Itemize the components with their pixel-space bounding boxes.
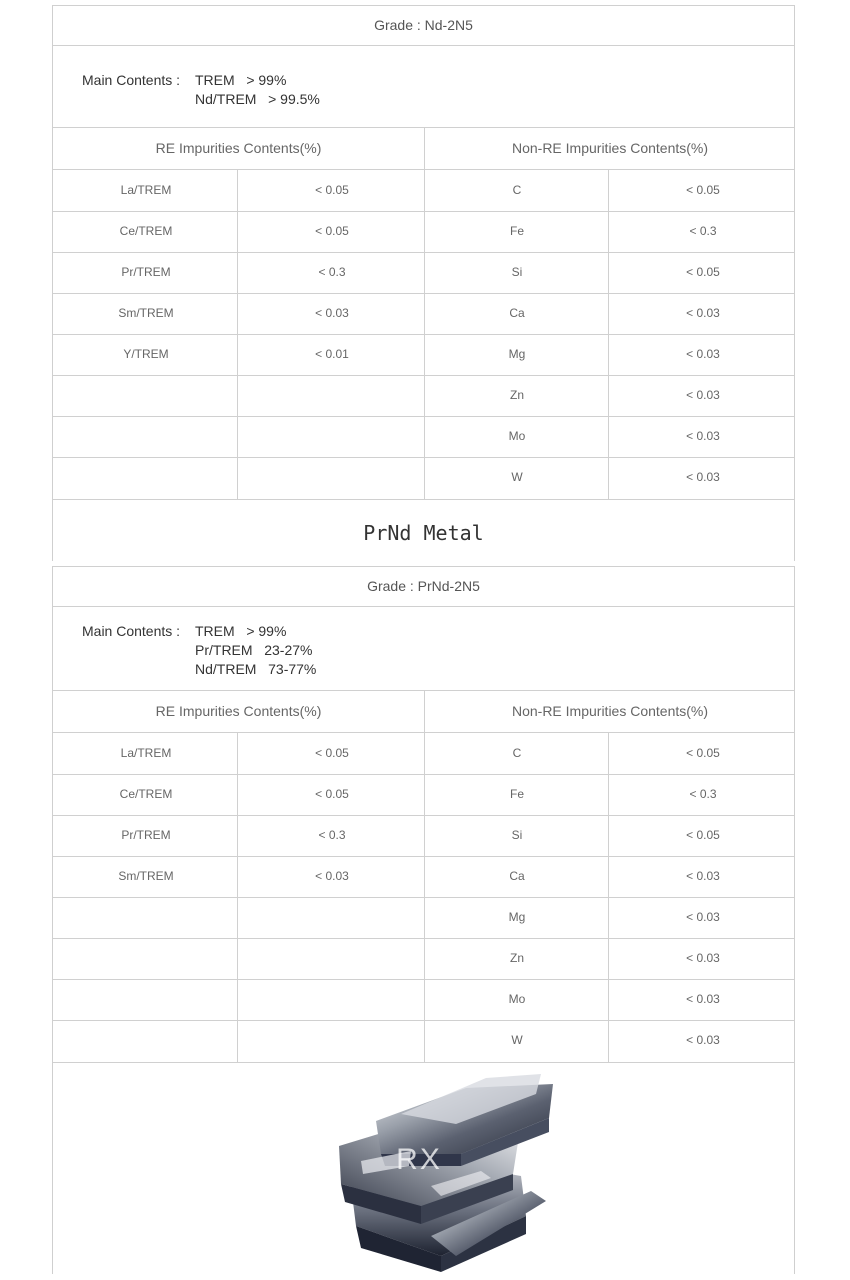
main-contents-line: Nd/TREM > 99.5%: [195, 91, 320, 107]
re-impurity-name: La/TREM: [120, 746, 172, 760]
re-impurity-name: [53, 897, 239, 938]
re-impurity-value: < 0.05: [315, 746, 349, 760]
re-impurity-name: [53, 1020, 239, 1061]
nonre-impurity-name: Fe: [509, 224, 524, 238]
main-contents: [53, 618, 794, 690]
prnd-spec-table: [52, 566, 795, 1274]
nonre-impurity-name: W: [511, 470, 523, 484]
nonre-impurity-value: < 0.05: [686, 183, 720, 197]
re-impurity-value: [239, 897, 425, 938]
nonre-impurity-value: < 0.03: [686, 1033, 720, 1047]
re-impurity-value: < 0.01: [315, 347, 349, 361]
grade-row: [53, 5, 794, 45]
re-impurity-value: < 0.03: [315, 869, 349, 883]
nonre-impurity-value: < 0.03: [686, 306, 720, 320]
nonre-impurity-value: < 0.03: [686, 992, 720, 1006]
re-impurity-value: < 0.3: [318, 265, 346, 279]
re-impurity-name: Sm/TREM: [118, 869, 174, 883]
nonre-impurity-name: C: [512, 746, 522, 760]
nonre-impurity-value: < 0.05: [686, 265, 720, 279]
nonre-impurity-name: Mo: [508, 429, 526, 443]
nonre-impurities-header: Non-RE Impurities Contents(%): [511, 703, 709, 719]
re-impurity-value: < 0.3: [318, 828, 346, 842]
nonre-impurity-name: Si: [511, 828, 523, 842]
re-impurity-value: < 0.05: [315, 787, 349, 801]
nonre-impurity-value: < 0.3: [689, 224, 717, 238]
grade-label: Grade : Nd-2N5: [374, 17, 473, 33]
re-impurity-value: [239, 979, 425, 1020]
nonre-impurity-name: Zn: [509, 951, 524, 965]
main-contents-line: Nd/TREM 73-77%: [195, 661, 317, 677]
re-impurity-value: < 0.05: [315, 224, 349, 238]
section-title: PrNd Metal: [363, 521, 484, 545]
re-impurity-name: [53, 416, 239, 457]
re-impurity-name: Ce/TREM: [119, 224, 173, 238]
product-image: [281, 1066, 571, 1272]
re-impurity-name: [53, 979, 239, 1020]
re-impurity-name: Y/TREM: [123, 347, 169, 361]
nonre-impurity-value: < 0.3: [689, 787, 717, 801]
nonre-impurity-name: Ca: [509, 869, 525, 883]
re-impurity-value: [239, 375, 425, 416]
nonre-impurity-value: < 0.03: [686, 951, 720, 965]
re-impurity-name: Sm/TREM: [118, 306, 174, 320]
re-impurity-value: [239, 416, 425, 457]
nonre-impurity-value: < 0.03: [686, 470, 720, 484]
nonre-impurity-value: < 0.05: [686, 828, 720, 842]
nonre-impurity-name: Mg: [508, 347, 526, 361]
nonre-impurity-name: Fe: [509, 787, 524, 801]
watermark-text: RX: [396, 1143, 442, 1176]
nd-spec-table: [52, 5, 795, 561]
re-impurities-header: RE Impurities Contents(%): [155, 140, 322, 156]
re-impurity-value: < 0.05: [315, 183, 349, 197]
main-contents-label: Main Contents :: [82, 72, 181, 88]
nonre-impurity-name: Mo: [508, 992, 526, 1006]
re-impurity-name: [53, 457, 239, 498]
nonre-impurities-header: Non-RE Impurities Contents(%): [511, 140, 709, 156]
re-impurity-name: Ce/TREM: [119, 787, 173, 801]
main-contents-line: TREM > 99%: [195, 72, 287, 88]
re-impurity-name: Pr/TREM: [121, 828, 171, 842]
re-impurity-value: [239, 457, 425, 498]
re-impurity-name: La/TREM: [120, 183, 172, 197]
nonre-impurity-value: < 0.03: [686, 429, 720, 443]
nonre-impurity-value: < 0.03: [686, 347, 720, 361]
main-contents: [53, 67, 794, 127]
nonre-impurity-name: Si: [511, 265, 523, 279]
nonre-impurity-value: < 0.05: [686, 746, 720, 760]
main-contents-line: TREM > 99%: [195, 623, 287, 639]
main-contents-label: Main Contents :: [82, 623, 181, 639]
main-contents-line: Pr/TREM 23-27%: [195, 642, 313, 658]
nonre-impurity-value: < 0.03: [686, 910, 720, 924]
nonre-impurity-name: W: [511, 1033, 523, 1047]
re-impurity-name: [53, 375, 239, 416]
nonre-impurity-name: Mg: [508, 910, 526, 924]
nonre-impurity-value: < 0.03: [686, 869, 720, 883]
nonre-impurity-name: C: [512, 183, 522, 197]
nonre-impurity-name: Ca: [509, 306, 525, 320]
re-impurities-header: RE Impurities Contents(%): [155, 703, 322, 719]
re-impurity-value: < 0.03: [315, 306, 349, 320]
nonre-impurity-value: < 0.03: [686, 388, 720, 402]
re-impurity-value: [239, 1020, 425, 1061]
re-impurity-value: [239, 938, 425, 979]
grade-row: [53, 566, 794, 606]
grade-label: Grade : PrNd-2N5: [367, 578, 480, 594]
re-impurity-name: [53, 938, 239, 979]
nonre-impurity-name: Zn: [509, 388, 524, 402]
re-impurity-name: Pr/TREM: [121, 265, 171, 279]
